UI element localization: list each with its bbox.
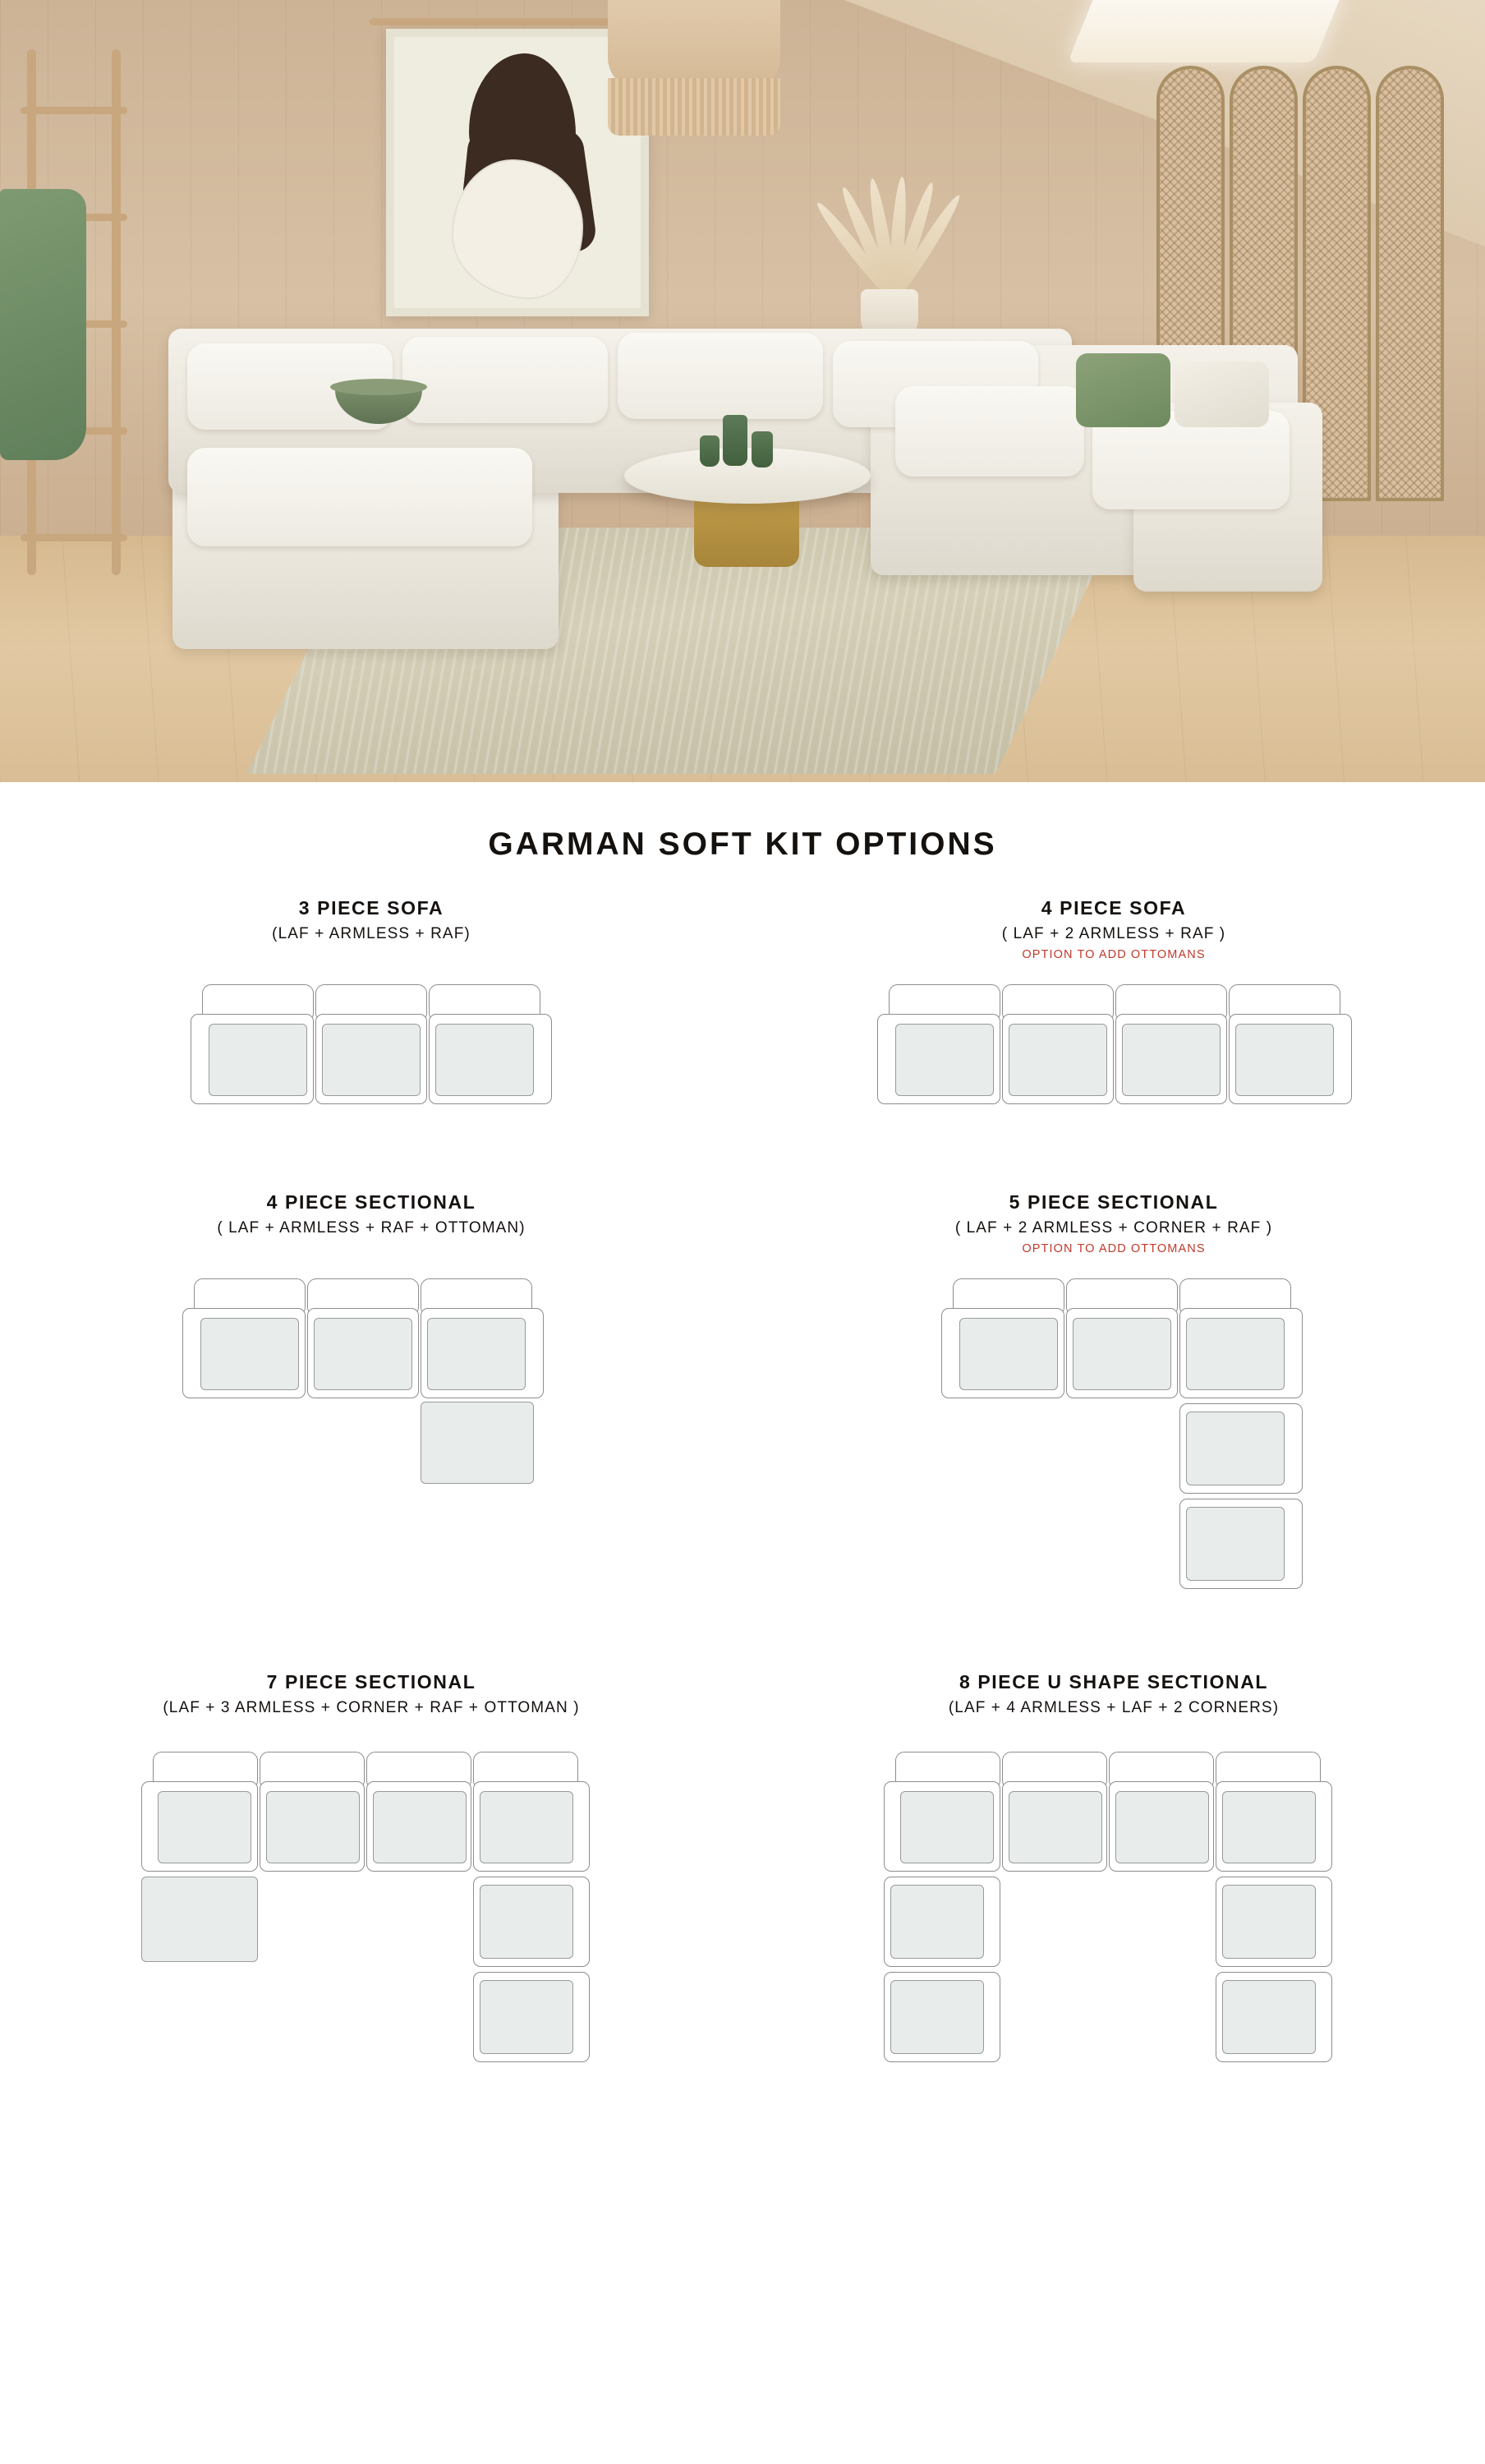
art-hanging-rod [370,18,649,25]
diagram-wrapper [742,984,1485,1140]
seat-4 [1186,1507,1285,1581]
seat-7 [1222,1885,1316,1959]
options-section [0,782,1485,2089]
sofa-backrest-3 [618,333,823,419]
decor-bottle-tall [723,415,747,466]
seat-3 [427,1318,526,1390]
diagram-5-piece-sectional [941,1278,1286,1607]
option-3-piece-sofa[interactable] [0,897,742,1140]
seat-1 [200,1318,299,1390]
option-4-piece-sectional[interactable] [0,1191,742,1607]
sofa-seat-right-1 [895,386,1084,477]
diagram-wrapper [742,1278,1485,1607]
pampas-grass [801,144,973,300]
art-shape-bottom [452,159,583,299]
seat-2 [1073,1318,1171,1390]
decor-bottle-short [752,431,773,467]
seat-corner [480,1791,573,1863]
option-subtitle: ( LAF + 2 ARMLESS + CORNER + RAF ) [954,1219,1273,1237]
option-note: OPTION TO ADD OTTOMANS [1022,1242,1206,1255]
option-title: 5 PIECE SECTIONAL [1009,1191,1219,1213]
option-5-piece-sectional[interactable] [742,1191,1485,1607]
diagram-wrapper [0,984,742,1140]
option-title: 4 PIECE SECTIONAL [266,1191,476,1213]
seat-8 [1222,1980,1316,2054]
seat-2 [322,1024,421,1096]
diagram-wrapper [0,1752,742,2089]
seat-corner [1186,1318,1285,1390]
accent-pillow-cream [1175,362,1269,427]
page-title: GARMAN SOFT KIT OPTIONS [488,827,997,862]
seat-6 [890,1980,984,2054]
pendant-lamp [608,0,780,90]
option-subtitle: (LAF + 4 ARMLESS + LAF + 2 CORNERS) [948,1699,1280,1716]
seat-1 [959,1318,1058,1390]
seat-1 [900,1791,994,1863]
option-subtitle: ( LAF + ARMLESS + RAF + OTTOMAN) [217,1219,526,1237]
seat-1 [158,1791,251,1863]
seat-2 [314,1318,412,1390]
seat-3 [435,1024,534,1096]
sofa-seat-chaise [187,448,532,546]
seat-4 [1222,1791,1316,1863]
diagram-8-piece-u-shape [884,1752,1344,2089]
seat-2 [1009,1024,1107,1096]
diagram-3-piece-sofa [191,984,552,1140]
seat-3 [1115,1791,1209,1863]
skylight [1068,0,1344,62]
option-title: 3 PIECE SOFA [298,897,444,919]
diagram-7-piece-sectional [141,1752,601,2089]
seat-1 [895,1024,994,1096]
diagram-wrapper [742,1752,1485,2089]
seat-2 [1009,1791,1102,1863]
option-subtitle: (LAF + 3 ARMLESS + CORNER + RAF + OTTOMAN ) [163,1699,580,1716]
option-title: 7 PIECE SECTIONAL [266,1671,476,1693]
module-ottoman [141,1877,258,1962]
decor-bottle-mini [700,435,720,467]
option-subtitle: (LAF + ARMLESS + RAF) [272,925,471,942]
diagram-4-piece-sofa [877,984,1350,1140]
options-grid [0,897,1485,2089]
diagram-4-piece-sectional [182,1278,560,1550]
option-subtitle: ( LAF + 2 ARMLESS + RAF ) [1001,925,1226,942]
seat-1 [209,1024,307,1096]
seat-2 [266,1791,360,1863]
module-ottoman [421,1402,534,1484]
seat-5 [890,1885,984,1959]
sofa-backrest-2 [402,337,608,423]
diagram-wrapper [0,1278,742,1550]
option-title: 4 PIECE SOFA [1041,897,1187,919]
seat-3 [1122,1024,1221,1096]
seat-3 [373,1791,467,1863]
option-8-piece-u-shape-sectional[interactable] [742,1671,1485,2089]
option-title: 8 PIECE U SHAPE SECTIONAL [959,1671,1269,1693]
hero-room-photo [0,0,1485,782]
wall-art [386,29,649,316]
seat-4 [1235,1024,1334,1096]
seat-3 [1186,1412,1285,1485]
seat-5 [480,1980,573,2054]
option-4-piece-sofa[interactable] [742,897,1485,1140]
green-throw-blanket [0,189,86,460]
seat-4 [480,1885,573,1959]
accent-pillow-green [1076,353,1170,427]
option-note: OPTION TO ADD OTTOMANS [1022,948,1206,961]
coffee-table-top [624,448,871,504]
option-7-piece-sectional[interactable] [0,1671,742,2089]
